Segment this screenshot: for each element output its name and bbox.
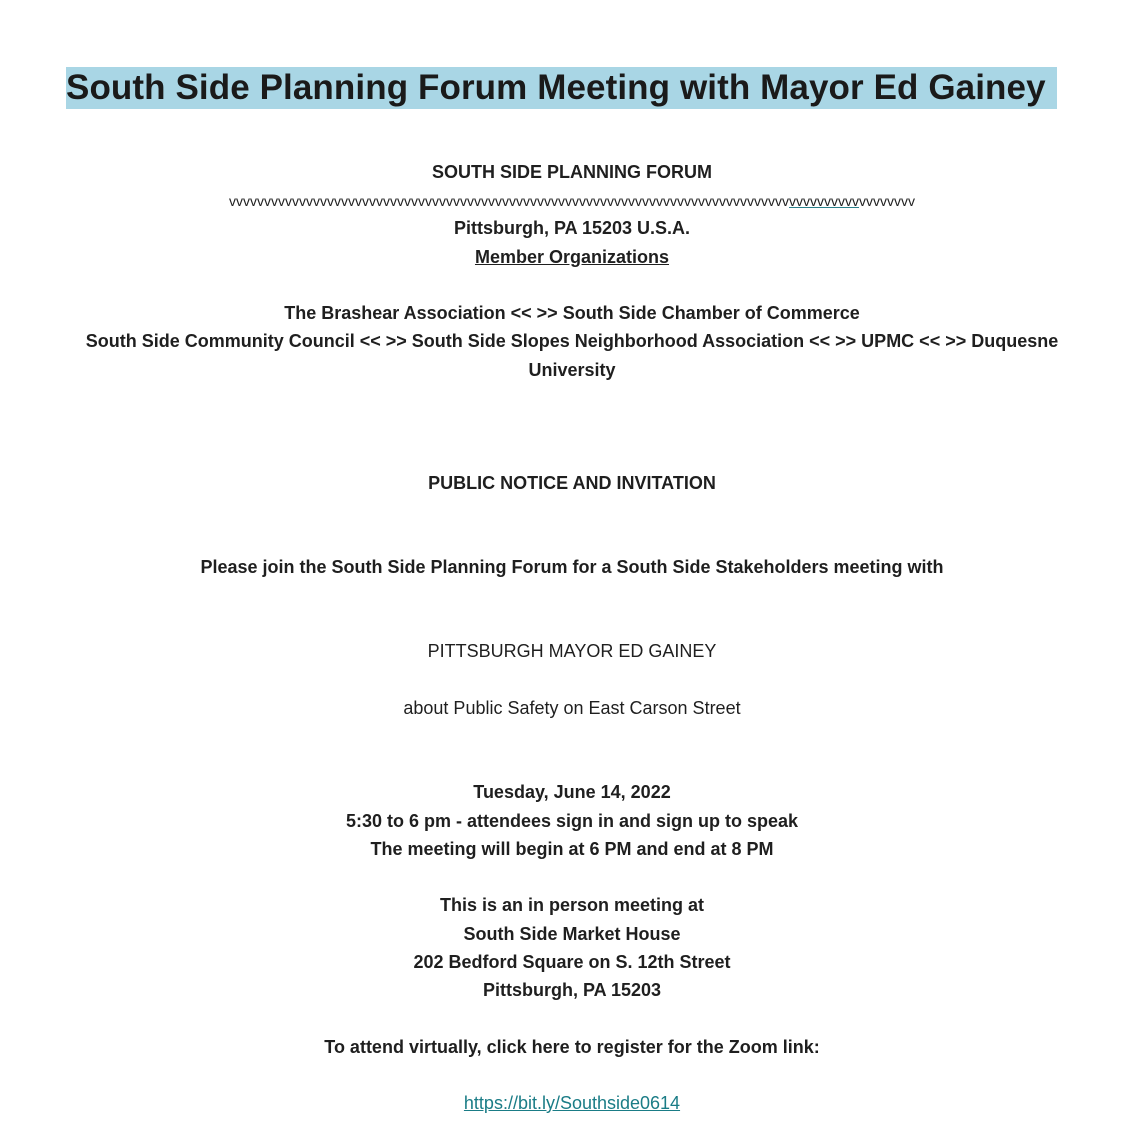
member-organizations-heading: Member Organizations — [474, 247, 670, 267]
venue-intro: This is an in person meeting at — [439, 895, 705, 915]
decorative-v-line — [0, 190, 1144, 212]
meeting-topic: about Public Safety on East Carson Street — [403, 698, 741, 718]
v-line-part1: vvvvvvvvvvvvvvvvvvvvvvvvvvvvvvvvvvvvvvvvvvvvvvvvvvvvvvvvvvvvvvvvvvvvvvvvvvvvvvvv — [229, 193, 789, 209]
zoom-link-row — [0, 1092, 1144, 1114]
members-line-3: University — [528, 360, 616, 380]
meeting-date: Tuesday, June 14, 2022 — [473, 782, 671, 802]
notice-heading: PUBLIC NOTICE AND INVITATION — [428, 473, 716, 493]
guest-name: PITTSBURGH MAYOR ED GAINEY — [427, 641, 717, 661]
venue-street: 202 Bedford Square on S. 12th Street — [413, 952, 731, 972]
v-line-part2: vvvvvvvvvv — [789, 193, 859, 209]
venue-city: Pittsburgh, PA 15203 — [482, 980, 662, 1000]
meeting-times: The meeting will begin at 6 PM and end at 8 PM — [370, 839, 774, 859]
members-line-2: South Side Community Council << >> South Side Slopes Neighborhood Association << >> UPMC << >> Duquesne — [85, 331, 1059, 351]
venue-name: South Side Market House — [463, 924, 681, 944]
org-header: SOUTH SIDE PLANNING FORUM — [431, 162, 712, 182]
city-line: Pittsburgh, PA 15203 U.S.A. — [453, 218, 691, 238]
zoom-registration-link[interactable]: https://bit.ly/Southside0614 — [463, 1093, 681, 1113]
page-title: South Side Planning Forum Meeting with Mayor Ed Gainey — [66, 67, 1057, 109]
invite-line: Please join the South Side Planning Forum for a South Side Stakeholders meeting with — [200, 557, 944, 577]
virtual-attendance-line: To attend virtually, click here to register for the Zoom link: — [324, 1037, 820, 1057]
v-line-part3: vvvvvvvv — [859, 193, 915, 209]
signin-time: 5:30 to 6 pm - attendees sign in and sign up to speak — [345, 811, 799, 831]
members-line-1: The Brashear Association << >> South Side Chamber of Commerce — [284, 303, 860, 323]
